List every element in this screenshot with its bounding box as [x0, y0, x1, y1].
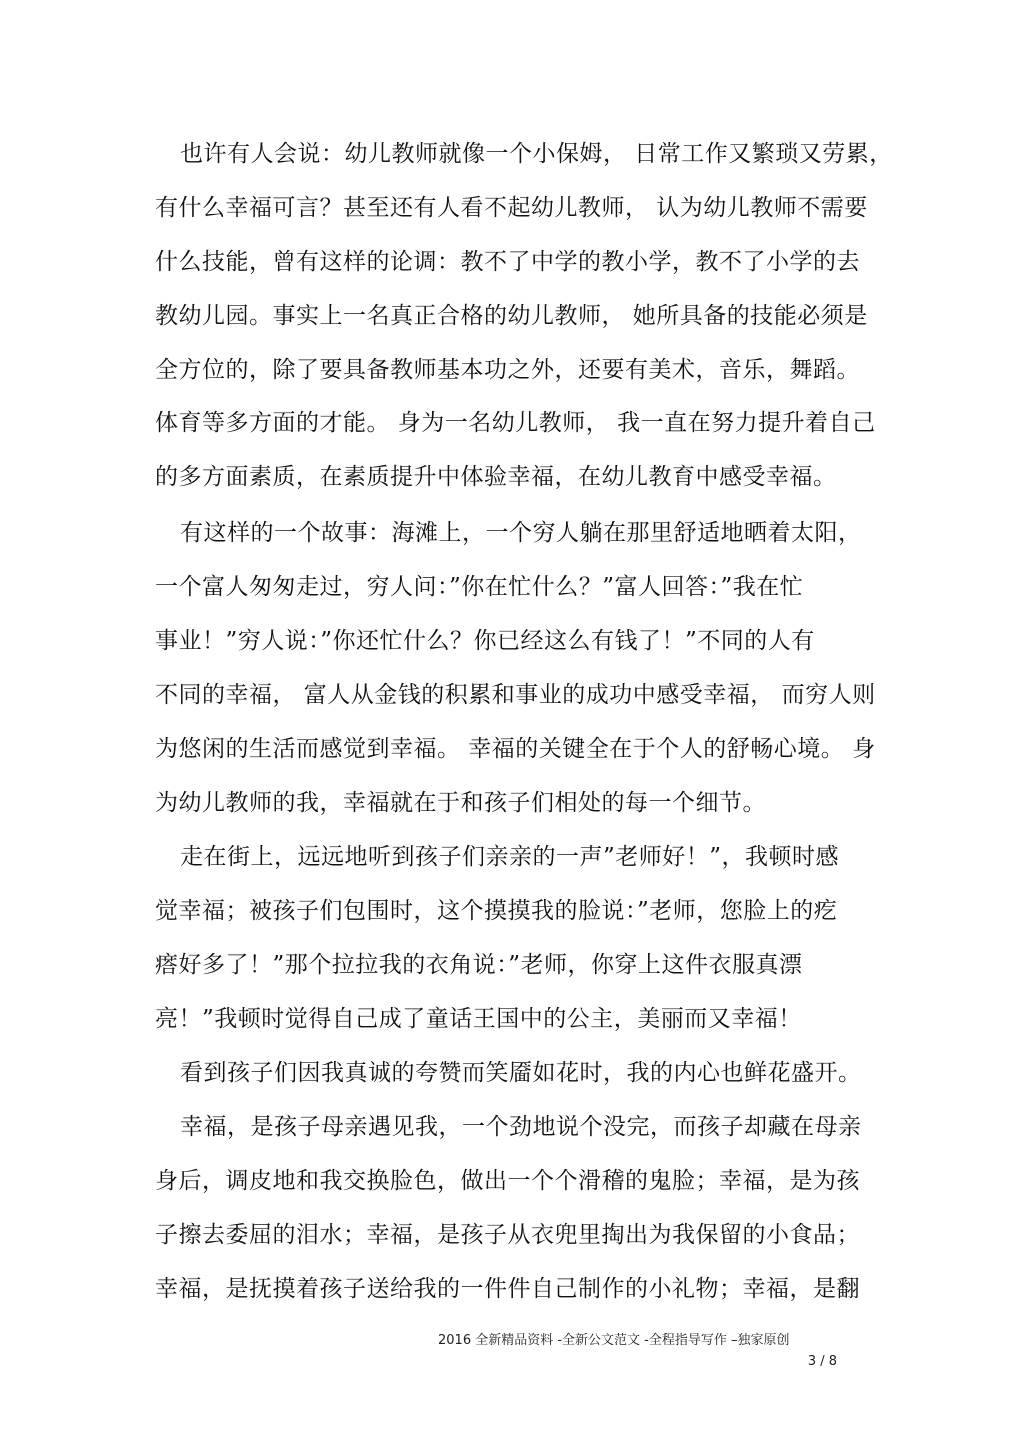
footer-text: 2016 全新精品资料 -全新公文范文 -全程指导写作 –独家原创	[438, 1333, 790, 1348]
text-line-17: 亮！”我顿时觉得自己成了童话王国中的公主，美丽而又幸福！	[155, 1006, 802, 1032]
text-line-13: 为幼儿教师的我，幸福就在于和孩子们相处的每一个细节。	[155, 790, 766, 816]
text-line-21: 子擦去委屈的泪水；幸福，是孩子从衣兜里掏出为我保留的小食品；	[155, 1222, 860, 1248]
text-line-19: 幸福，是孩子母亲遇见我，一个劲地说个没完，而孩子却藏在母亲	[180, 1114, 862, 1140]
text-line-14: 走在街上，远远地听到孩子们亲亲的一声”老师好！”，我顿时感	[180, 844, 840, 870]
text-line-8: 有这样的一个故事：海滩上，一个穷人躺在那里舒适地晒着太阳，	[180, 520, 862, 546]
text-line-6: 体育等多方面的才能。 身为一名幼儿教师， 我一直在努力提升着自己	[155, 410, 876, 436]
text-line-1: 也许有人会说：幼儿教师就像一个小保姆， 日常工作又繁琐又劳累，	[180, 141, 893, 167]
text-line-11: 不同的幸福， 富人从金钱的积累和事业的成功中感受幸福， 而穷人则	[155, 682, 876, 708]
text-line-2: 有什么幸福可言？甚至还有人看不起幼儿教师， 认为幼儿教师不需要	[155, 195, 868, 221]
text-line-3: 什么技能，曾有这样的论调：教不了中学的教小学，教不了小学的去	[155, 249, 860, 275]
text-line-18: 看到孩子们因我真诚的夸赞而笑靥如花时，我的内心也鲜花盛开。	[180, 1060, 862, 1086]
text-line-16: 瘩好多了！”那个拉拉我的衣角说：”老师，你穿上这件衣服真漂	[155, 952, 803, 978]
text-line-7: 的多方面素质，在素质提升中体验幸福，在幼儿教育中感受幸福。	[155, 464, 837, 490]
page-number: 3 / 8	[807, 1354, 837, 1369]
text-line-4: 教幼儿园。事实上一名真正合格的幼儿教师， 她所具备的技能必须是	[155, 303, 868, 329]
text-line-12: 为悠闲的生活而感觉到幸福。 幸福的关键全在于个人的舒畅心境。 身	[155, 736, 876, 762]
text-line-9: 一个富人匆匆走过，穷人问：”你在忙什么？”富人回答：”我在忙	[155, 574, 804, 600]
text-line-5: 全方位的，除了要具备教师基本功之外，还要有美术，音乐，舞蹈。	[155, 357, 860, 383]
text-line-22: 幸福，是抚摸着孩子送给我的一件件自己制作的小礼物；幸福，是翻	[155, 1276, 860, 1302]
text-line-15: 觉幸福；被孩子们包围时，这个摸摸我的脸说：”老师，您脸上的疙	[155, 898, 838, 924]
text-line-20: 身后，调皮地和我交换脸色，做出一个个滑稽的鬼脸；幸福，是为孩	[155, 1168, 860, 1194]
text-line-10: 事业！”穷人说：”你还忙什么？你已经这么有钱了！”不同的人有	[155, 628, 815, 654]
